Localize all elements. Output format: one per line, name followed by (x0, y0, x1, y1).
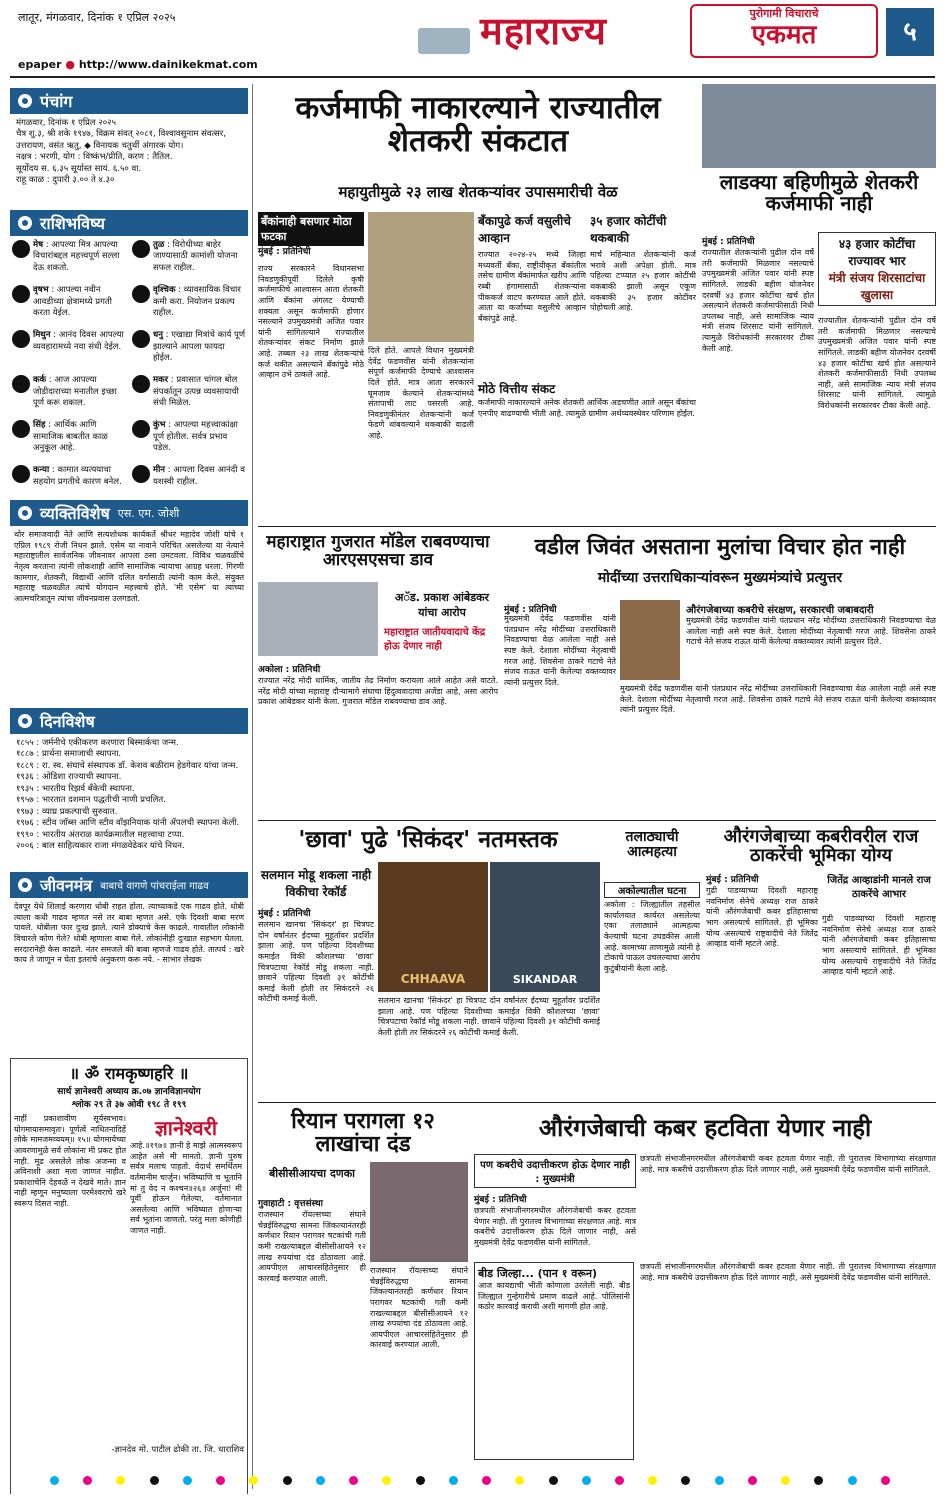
sidebar (10, 84, 248, 1494)
dinvishesh-item: १९७३ : व्याघ्र प्रकल्पाची सुरुवात. (16, 806, 118, 817)
registration-dot (715, 1476, 724, 1485)
sikandar-poster: SIKANDAR (490, 862, 600, 992)
jivan-text: देवपूर येथे शिलाई करणारा धोबी राहत होता. त्याच्याकडे एक गाढव होते. धोबी त्याला कधी गाढव म्हणत नसे तर बाबा म्हणत असे. एके दिवशी बाबा मरण पावले. धोबीला फार दुःख झाले. त्याने डोक्याचे केस काढले. गावातील लोकांनी विचारले कोण गेले? धोबी म्हणाला बाबा गेले. लोकांनीही दुःखात सहभाग घेतला. सरदारानेही केस काढले. नंतर समजले की बाबा म्हणजे गाढव होते. तात्पर्य : खरे काय ते जाणून न घेता इतरांचे अनुकरण करू नये. - साभार लेखक (14, 902, 244, 965)
rashi-grid (10, 236, 248, 500)
modi-box-text: मुख्यमंत्री देवेंद्र फडणवीस यांनी पंतप्रधान नरेंद्र मोदींच्या उत्तराधिकारी निवडण्याचा वेळ आलेला नाही असे स्पष्ट केले. देशाला मोदींच्या नेतृत्वाची गरज आहे. शिवसेना ठाकरे गटाचे नेते संजय राऊत यांनी केलेल्या वक्तव्यावर त्यांनी प्रत्युत्तर दिले. (686, 616, 936, 647)
panchang-line: मंगळवार, दिनांक १ एप्रिल २०२५ (16, 118, 117, 128)
side4-title: मोठे वित्तीय संकट (478, 382, 556, 396)
rashi-item: मेष : आपल्या मित्र आपल्या विचारांबद्दल महत्त्वपूर्ण सल्ला देऊ शकतो. (12, 240, 126, 282)
ladki-text-2: राज्यातील शेतकऱ्यांनी पुढील दोन वर्षे तरी कर्जमाफी मिळणार नसल्याचे उपमुख्यमंत्री अजित पवार यांनी स्पष्ट सांगितले. लाडकी बहीण योजनेवर दरवर्षी ४३ हजार कोटींचा खर्च होत असल्याने शेतकरी कर्जमाफीसाठी निधी उपलब्ध नाही, असे सामाजिक न्याय मंत्री संजय शिरसाट यांनी सांगितले. त्यामुळे विरोधकांनी सरकारवर टीका केली आहे. (818, 316, 936, 410)
ram-shlok: श्लोक २९ ते ३७ ओवी १९८ ते १९९ (71, 1100, 187, 1110)
ram-text-left: नाहीं प्रकाशावीण सूर्यस्वभाव। योगमायासमावृतः। पूर्णत्वें नाथितनादिहें लोके मामजमव्ययम्॥ १५॥ योगमायेच्या आवरणामुळे सर्व लोकांना मी प्रकट होत नाही. मूढ असलेले लोक अजन्मा व अविनाशी अशा मला जाणत नाहीत. प्रकाशाचेनि देहवळें न देखवे माते। ज्ञान नाही म्हणून मनुष्याला परमेश्वराचे खरे स्वरूप दिसत नाही. (14, 1114, 126, 1208)
registration-dot (848, 1476, 857, 1485)
registration-dot (50, 1476, 59, 1485)
lead-headline: कर्जमाफी नाकारल्याने राज्यातील शेतकरी संकटात (295, 90, 661, 159)
panchang-header: पंचांग (10, 88, 248, 114)
registration-dot (382, 1476, 391, 1485)
print-registration-marks (50, 1476, 890, 1486)
registration-dot (748, 1476, 757, 1485)
ambedkar-photo (258, 582, 378, 656)
riyan-photo (370, 1162, 468, 1262)
gujarat-dateline: अकोला : प्रतिनिधी (258, 665, 321, 675)
gujarat-box: अॅड. प्रकाश आंबेडकर यांचा आरोप (394, 591, 490, 619)
registration-dot (416, 1476, 425, 1485)
zodiac-icon (132, 375, 150, 393)
registration-dot (515, 1476, 524, 1485)
riyan-text: राजस्थान रॉयल्सच्या संघाने चेन्नईविरुद्धचा सामना जिंकल्यानंतरही कर्णधार रियान परागवर षटकांची गती कमी राखल्याबद्दल बीसीसीआयने १२ लाख रुपयांचा दंड ठोठावला आहे. आयपीएल आचारसंहितेनुसार ही कारवाई करण्यात आली. (258, 1210, 366, 1283)
farmer-photo (368, 212, 474, 342)
rule (258, 526, 936, 527)
dinvishesh-item: २००६ : बाल साहित्यकार राजा मंगळवेढेकर यांचे निधन. (16, 841, 185, 852)
registration-dot (781, 1476, 790, 1485)
vyakti-text: थोर समाजवादी नेते आणि सत्यशोधक कार्यकर्ते श्रीधर महादेव जोशी यांचे १ एप्रिल १९८९ रोजी निधन झाले. एसेम या नावाने परिचित असलेल्या या नेत्याने महाराष्ट्रातील सार्वजनिक जीवनावर आपला ठसा उमटवला. विविध चळवळींचे नेतृत्व करताना त्यांनी लोकशाही आणि सामाजिक न्यायाचा आग्रह धरला. गिरणी कामगार, शेतकरी, विद्यार्थी आणि दलित वर्गासाठी त्यांनी काम केले. संयुक्त महाराष्ट्र चळवळीत त्यांचे योगदान महत्त्वाचे होते. 'मी एसेम' या त्यांच्या आत्मचरित्रातून त्यांचा जीवनप्रवास उलगडतो. (14, 530, 244, 603)
lead-dateline: मुंबई : प्रतिनिधी (258, 247, 311, 257)
panchang-line: राहू काळ : दुपारी ३.०० ते ४.३० (16, 175, 115, 186)
dnyaneshwari-logo: ज्ञानेश्वरी (154, 1116, 218, 1140)
dinvishesh-item: १९३५ : भारतीय रिझर्व बँकेची स्थापना. (16, 783, 135, 794)
rashi-item: मकर : प्रवासात चांगल बोल संपर्कातून उत्पन्न व्यवसायाची संधी मिळेल. (132, 375, 246, 417)
raj-text-2: गुढी पाडव्याच्या दिवशी महाराष्ट्र नवनिर्माण सेनेचे अध्यक्ष राज ठाकरे यांनी औरंगजेबाची कबर इतिहासाचा भाग असल्याचे सांगितले. ही भूमिका योग्य असल्याचे राष्ट्रवादीचे नेते जितेंद्र आव्हाड यांनी म्हटले आहे. (822, 914, 936, 977)
map-graphic (418, 28, 470, 54)
registration-dot (615, 1476, 624, 1485)
riyan-dateline: गुवाहाटी : वृत्तसंस्था (258, 1199, 323, 1209)
riyan-box: बीसीसीआयचा दणका (268, 1167, 356, 1180)
lead-subhead: महायुतीमुळे २३ लाख शेतकऱ्यांवर उपासमारीची वेळ (338, 183, 618, 201)
zodiac-icon (132, 465, 150, 483)
raj-headline: औरंगजेबाच्या कबरीवरील राज ठाकरेंची भूमिका योग्य (723, 826, 919, 866)
raj-dateline: मुंबई : प्रतिनिधी (706, 875, 759, 885)
epaper-label: epaper ● http://www.dainikekmat.com (18, 58, 258, 71)
kabar-text-3: छत्रपती संभाजीनगरमधील औरंगजेबाची कबर हटवता येणार नाही. ती पुरातत्त्व विभागाच्या संरक्षणात आहे. मात्र कबरीचे उदात्तीकरण होऊ दिले जाणार नाही, असे मुख्यमंत्री देवेंद्र फडणवीस यांनी सांगितले. (640, 1262, 936, 1282)
talathi-headline: तलाठ्याची आत्महत्या (625, 829, 679, 860)
beed-text: आज कायद्याची भीती कोणाला उरलेली नाही. बीड जिल्ह्यात गुन्हेगारीचे प्रमाण वाढले आहे. पोलिसांनी कठोर कारवाई करावी अशी मागणी होत आहे. (478, 1281, 630, 1312)
lead-text-3: राज्यात २०२४-२५ मध्ये जिल्हा मध्यवर्ती बँका, राष्ट्रीयीकृत बँकांतील तसेच ग्रामीण बँकांमार्फत खरीप आणि रब्बी हंगामासाठी शेतकऱ्यांना पीककर्ज वाटप करण्यात आले होते. आता या कर्जाच्या वसुलीचे आव्हान बँकांपुढे आहे. (478, 250, 586, 323)
riyan-headline: रियान परागला १२ लाखांचा दंड (291, 1109, 435, 1158)
ladki-box-title: ४३ हजार कोटींचा राज्यावर भार (838, 237, 916, 268)
registration-dot (482, 1476, 491, 1485)
side2-title: बँकापुढे कर्ज वसुलीचे आव्हान (478, 214, 571, 245)
panchang-line: नक्षत्र : भरणी, योग : विष्कंभ/प्रीति, करण : तैतिल. (16, 152, 173, 163)
registration-dot (283, 1476, 292, 1485)
modi-headline: वडील जिवंत असताना मुलांचा विचार होत नाही (534, 535, 906, 560)
zodiac-icon (12, 375, 30, 393)
jivan-header: जीवनमंत्र बाबाचे वागणे पांचराईला गाढव (10, 872, 248, 898)
ladki-headline: लाडक्या बहिणीमुळे शेतकरी कर्जमाफी नाही (719, 170, 919, 215)
rashi-item: कर्क : आज आपल्या जोडीदाराच्या मनातील इच्छा पूर्ण करू शकाल. (12, 375, 126, 417)
zodiac-icon (12, 330, 30, 348)
gujarat-box-red: महाराष्ट्रात जातीयवादाचे केंद्र होऊ देणार नाही (384, 627, 486, 652)
registration-dot (216, 1476, 225, 1485)
issue-date: लातूर, मंगळवार, दिनांक १ एप्रिल २०२५ (18, 11, 176, 24)
modi-box-title: औरंगजेबाच्या कबरीचे संरक्षण, सरकारची जबाबदारी (686, 605, 874, 616)
kabar-text-2: छत्रपती संभाजीनगरमधील औरंगजेबाची कबर हटवता येणार नाही. ती पुरातत्त्व विभागाच्या संरक्षणात आहे. मात्र कबरीचे उदात्तीकरण होऊ दिले जाणार नाही, असे मुख्यमंत्री देवेंद्र फडणवीस यांनी सांगितले. (640, 1154, 936, 1174)
chhava-headline: 'छावा' पुढे 'सिकंदर' नतमस्तक (298, 827, 558, 853)
registration-dot (349, 1476, 358, 1485)
fadnavis-photo (620, 600, 680, 680)
registration-dot (681, 1476, 690, 1485)
chhava-text: सलमान खानचा 'सिकंदर' हा चित्रपट दोन वर्षांनंतर ईदच्या मुहूर्तावर प्रदर्शित झाला आहे. पण पहिल्या दिवशीच्या कमाईत विकी कौशलच्या 'छावा' चित्रपटाचा रेकॉर्ड मोडू शकला नाही. छावाने पहिल्या दिवशी ३१ कोटींची कमाई केली होती तर सिकंदरने २६ कोटींची कमाई केली. (258, 920, 374, 1004)
chhava-box: सलमान मोडू शकला नाही विकीचा रेकॉर्ड (260, 868, 372, 899)
gujarat-text: राज्यात नरेंद्र मोदी धार्मिक, जातीय तेढ निर्माण करायला आले आहेत असे वाटते. नरेंद्र मोदी यांच्या महाराष्ट्र दौऱ्यामागे संघाचा हिंदुत्ववादाचा अजेंडा आहे, असा आरोप प्रकाश आंबेडकर यांनी केला. गुजरात मॉडेल राबवण्याचा डाव आहे. (258, 676, 498, 707)
dinvishesh-header: दिनविशेष (10, 708, 248, 734)
rashi-item: कन्या : कामात व्यत्ययाचा सहयोग प्रगतीचे कारण बनेल. (12, 465, 126, 496)
ladki-box (818, 232, 936, 306)
ram-title: ॥ ॐ रामकृष्णहरि ॥ (69, 1064, 189, 1083)
side1-box (258, 212, 364, 243)
ladki-dateline: मुंबई : प्रतिनिधी (702, 237, 755, 247)
rashi-item: सिंह : आर्थिक आणि सामाजिक बाबतीत काळ अनुकूल आहे. (12, 420, 126, 462)
section-masthead: महाराज्य (480, 9, 607, 53)
zodiac-icon (12, 240, 30, 258)
ram-box (10, 1058, 248, 1494)
dinvishesh-list (10, 734, 248, 872)
registration-dot (150, 1476, 159, 1485)
registration-dot (316, 1476, 325, 1485)
lead-text-2: दिले होते. आपले विधान मुख्यमंत्री देवेंद्र फडणवीस यांनी शेतकऱ्यांना संपूर्ण कर्जमाफी देण्याचे आश्वासन दिले होते. मात्र आता सरकारने घूमजाव केल्याने शेतकऱ्यांमध्ये संतापाची लाट पसरली आहे. निवडणुकीनंतर शेतकऱ्यांनी कर्ज फेडणे थांबवल्याने थकबाकी वाढली आहे. (368, 346, 474, 440)
rule (258, 1102, 936, 1103)
paper-logo (690, 4, 878, 58)
website-link[interactable]: http://www.dainikekmat.com (78, 58, 258, 71)
page-number: ५ (886, 8, 934, 56)
zodiac-icon (12, 420, 30, 438)
side2-box (478, 212, 586, 246)
ladki-text: राज्यातील शेतकऱ्यांनी पुढील दोन वर्षे तरी कर्जमाफी मिळणार नसल्याचे उपमुख्यमंत्री अजित पवार यांनी स्पष्ट सांगितले. लाडकी बहीण योजनेवर दरवर्षी ४३ हजार कोटींचा खर्च होत असल्याने शेतकरी कर्जमाफीसाठी निधी उपलब्ध नाही, असे सामाजिक न्याय मंत्री संजय शिरसाट यांनी सांगितले. त्यामुळे विरोधकांनी सरकारवर टीका केली आहे. (702, 248, 814, 353)
rule (258, 820, 936, 821)
registration-dot (582, 1476, 591, 1485)
registration-dot (881, 1476, 890, 1485)
registration-dot (183, 1476, 192, 1485)
ram-sub: सार्थ ज्ञानेश्वरी अध्याय क्र.०७ ज्ञानविज्ञानयोग (57, 1087, 201, 1097)
modi-text: मुख्यमंत्री देवेंद्र फडणवीस यांनी पंतप्रधान नरेंद्र मोदींच्या उत्तराधिकारी निवडण्याचा वेळ आलेला नाही असे स्पष्ट केले. देशाला मोदींच्या नेतृत्वाची गरज आहे. शिवसेना ठाकरे गटाचे नेते संजय राऊत यांनी केलेल्या वक्तव्यावर त्यांनी प्रत्युत्तर दिले. (504, 614, 616, 687)
masthead-area (0, 0, 945, 71)
lead-text-4: मार्च महिन्यात शेतकऱ्यांनी कर्ज भरावे अशी अपेक्षा होती. मात्र पहिल्या टप्प्यात २५ हजार कोटींची थकबाकी झाली असून एकूण थकबाकी ३५ हजार कोटींवर पोहोचली आहे. (590, 250, 696, 313)
ram-footer: -ज्ञानदेव मो. पाटील ढोकी ता. जि. धाराशिव (111, 1445, 244, 1455)
rashi-item: मिथुन : आनंद दिवस आपल्या व्यवहारामध्ये नवा संधी देईल. (12, 330, 126, 372)
rashi-item: वृषभ : आपल्या नवीन आवडीच्या क्षेत्रामध्ये प्रगती करता येईल. (12, 285, 126, 327)
jivan-sub: बाबाचे वागणे पांचराईला गाढव (100, 881, 209, 892)
modi-subhead: मोदींच्या उत्तराधिकाऱ्यांवरून मुख्यमंत्र्यांचे प्रत्युत्तर (597, 570, 843, 586)
ladki-photo (702, 84, 936, 168)
ladki-box-sub: मंत्री संजय शिरसाटांचा खुलासा (828, 271, 926, 302)
rashi-header: राशिभविष्य (10, 210, 248, 236)
header-rule (10, 76, 935, 78)
paper-tagline: पुरोगामी विचाराचे (749, 7, 819, 20)
ram-text-right: आहे.॥१९७॥ ज्ञानी हे माझे आत्मस्वरूप आहेत असे मी मानतो. ज्ञानी पुरुष सर्वत्र मलाच पाहतो. वेदार्थ समर्थितम वर्तमानीम चार्जुन। भविष्याणि च भूतानि मां तु वेद न कश्चन॥२६॥ अर्जुना! मी पूर्वी होऊन गेलेल्या, वर्तमानात असलेल्या आणि भविष्यात होणाऱ्या सर्व भूतांना जाणतो. परंतु मला कोणीही जाणत नाही. (130, 1141, 242, 1235)
zodiac-icon (12, 285, 30, 303)
beed-box (474, 1262, 634, 1460)
panchang-line: सूर्योदय स. ६.३५ सूर्यास्त सायं. ६.५० वा. (16, 163, 142, 174)
dinvishesh-item: १९७६ : स्टीव जॉब्स आणि स्टीव वॉझनियाक यांनी ॲपलची स्थापना केली. (16, 818, 240, 829)
raj-box: जितेंद्र आव्हाडांनी मानले राज ठाकरेंचे आभार (827, 875, 931, 900)
modi-dateline: मुंबई : प्रतिनिधी (504, 605, 557, 615)
talathi-box: अकोल्यातील घटना (604, 882, 700, 898)
registration-dot (648, 1476, 657, 1485)
riyan-text-2: राजस्थान रॉयल्सच्या संघाने चेन्नईविरुद्धचा सामना जिंकल्यानंतरही कर्णधार रियान परागवर षटकांची गती कमी राखल्याबद्दल बीसीसीआयने १२ लाख रुपयांचा दंड ठोठावला आहे. आयपीएल आचारसंहितेनुसार ही कारवाई करण्यात आली. (370, 1266, 468, 1350)
registration-dot (449, 1476, 458, 1485)
chhava-poster: CHHAAVA (378, 862, 488, 992)
dinvishesh-item: १८५५ : जर्मनीचे एकीकरण करणारा बिस्मार्कचा जन्म. (16, 738, 179, 748)
zodiac-icon (132, 240, 150, 258)
kabar-sub: पण कबरीचे उदात्तीकरण होऊ देणार नाही : मुख्यमंत्री (474, 1154, 636, 1188)
side3-box (590, 212, 696, 246)
rashi-item: धनु : एखाद्या मित्रांचे कार्य पूर्ण झाल्याने आपला फायदा होईल. (132, 330, 246, 372)
panchang-body (10, 114, 248, 210)
panchang-line: चैत्र शु.३, श्री शके १९४७, विक्रम संवत् २०८१, विश्वावसुनाम संवत्सर, उत्तरायण, वसंत ऋतु, ◆ विनायक चतुर्थी अंगारक योग। (16, 129, 226, 151)
dinvishesh-item: १८८७ : प्रार्थना समाजाची स्थापना. (16, 749, 122, 760)
lead-text-5: कर्जमाफी नाकारल्याने अनेक शेतकरी आर्थिक अडचणीत आले असून बँकांचा एनपीए वाढण्याची भीती आहे. त्यामुळे ग्रामीण अर्थव्यवस्थेवर परिणाम होईल. (478, 398, 696, 418)
dinvishesh-item: १८८९ : रा. स्व. संघाचे संस्थापक डॉ. केशव बळीराम हेडगेवार यांचा जन्म. (16, 760, 239, 771)
dinvishesh-item: १९९० : भारतीय अंतराळ कार्यक्रमातील महत्त्वाचा टप्पा. (16, 829, 185, 840)
zodiac-icon (12, 465, 30, 483)
dinvishesh-item: १९५७ : भारतात दशमान पद्धतीची नाणी प्रचलित. (16, 795, 166, 806)
col-divider (252, 84, 253, 1489)
raj-text: गुढी पाडव्याच्या दिवशी महाराष्ट्र नवनिर्माण सेनेचे अध्यक्ष राज ठाकरे यांनी औरंगजेबाची कबर इतिहासाचा भाग असल्याचे सांगितले. ही भूमिका योग्य असल्याचे राष्ट्रवादीचे नेते जितेंद्र आव्हाड यांनी म्हटले आहे. (706, 886, 818, 949)
registration-dot (814, 1476, 823, 1485)
beed-title: बीड जिल्हा... (पान १ वरून) (478, 1267, 598, 1280)
kabar-headline: औरंगजेबाची कबर हटविता येणार नाही (538, 1114, 872, 1142)
vyakti-name: एस. एम. जोशी (117, 506, 180, 520)
modi-text-2: मुख्यमंत्री देवेंद्र फडणवीस यांनी पंतप्रधान नरेंद्र मोदींच्या उत्तराधिकारी निवडण्याचा वेळ आलेला नाही असे स्पष्ट केले. देशाला मोदींच्या नेतृत्वाची गरज आहे. शिवसेना ठाकरे गटाचे नेते संजय राऊत यांनी केलेल्या वक्तव्यावर त्यांनी प्रत्युत्तर दिले. (620, 684, 936, 715)
rashi-item: वृश्चिक : व्यावसायिक विचार कमी करा. नियोजन प्रकल्प राहील. (132, 285, 246, 327)
zodiac-icon (132, 420, 150, 438)
registration-dot (83, 1476, 92, 1485)
talathi-text: अकोला : जिल्ह्यातील तहसील कार्यालयात कार्यरत असलेल्या एका तलाठ्याने आत्महत्या केल्याची घटना उघडकीस आली आहे. कामाच्या ताणामुळे त्यांनी हे टोकाचे पाऊल उचलल्याचा आरोप कुटुंबीयांनी केला आहे. (604, 900, 700, 973)
chhava-text-2: सलमान खानचा 'सिकंदर' हा चित्रपट दोन वर्षांनंतर ईदच्या मुहूर्तावर प्रदर्शित झाला आहे. पण पहिल्या दिवशीच्या कमाईत विकी कौशलच्या 'छावा' चित्रपटाचा रेकॉर्ड मोडू शकला नाही. छावाने पहिल्या दिवशी ३१ कोटींची कमाई केली होती तर सिकंदरने २६ कोटींची कमाई केली. (378, 996, 600, 1037)
dinvishesh-item: १९३६ : ओडिशा राज्याची स्थापना. (16, 772, 122, 783)
kabar-dateline: मुंबई : प्रतिनिधी (474, 1195, 527, 1205)
gujarat-headline: महाराष्ट्रात गुजरात मॉडेल राबवण्याचा आरएसएसचा डाव (266, 532, 490, 570)
rashi-item: मीन : आपला दिवस आनंदी व यशस्वी राहील. (132, 465, 246, 496)
vyakti-header: व्यक्तिविशेष एस. एम. जोशी (10, 500, 248, 526)
side1-title: बँकांनाही बसणार मोठा फटका (258, 212, 364, 246)
side3-title: ३५ हजार कोटींची थकबाकी (590, 214, 667, 245)
registration-dot (116, 1476, 125, 1485)
registration-dot (549, 1476, 558, 1485)
rashi-item: कुंभ : आपल्या महत्त्वाकांक्षा पूर्ण होतील. सर्वत्र प्रभाव पडेल. (132, 420, 246, 462)
zodiac-icon (132, 330, 150, 348)
paper-name: एकमत (751, 20, 817, 50)
registration-dot (249, 1476, 258, 1485)
lead-text-1: राज्य सरकारने विधानसभा निवडणुकीपूर्वी दिलेले कृषी कर्जमाफीचे आश्वासन आता शेतकरी आणि बँकांना अंगलट येण्याची शक्यता असून कर्जमाफी होणार नसल्याने उपमुख्यमंत्री अजित पवार यांनी सांगितल्याने राज्यातील शेतकऱ्यांवर संकट निर्माण झाले आहे. तब्बल २३ लाख शेतकऱ्यांचे कर्ज थकीत असल्याने बँकांपुढे मोठे आव्हान उभे ठाकले आहे. (258, 264, 364, 380)
chhava-dateline: मुंबई : प्रतिनिधी (258, 909, 311, 919)
zodiac-icon (132, 285, 150, 303)
rashi-item: तुळ : विरोधीच्या बाहेर जाण्यासाठी कामांशी योजना सफल राहील. (132, 240, 246, 282)
kabar-text: छत्रपती संभाजीनगरमधील औरंगजेबाची कबर हटवता येणार नाही. ती पुरातत्त्व विभागाच्या संरक्षणात आहे. मात्र कबरीचे उदात्तीकरण होऊ दिले जाणार नाही, असे मुख्यमंत्री देवेंद्र फडणवीस यांनी सांगितले. (474, 1206, 636, 1247)
